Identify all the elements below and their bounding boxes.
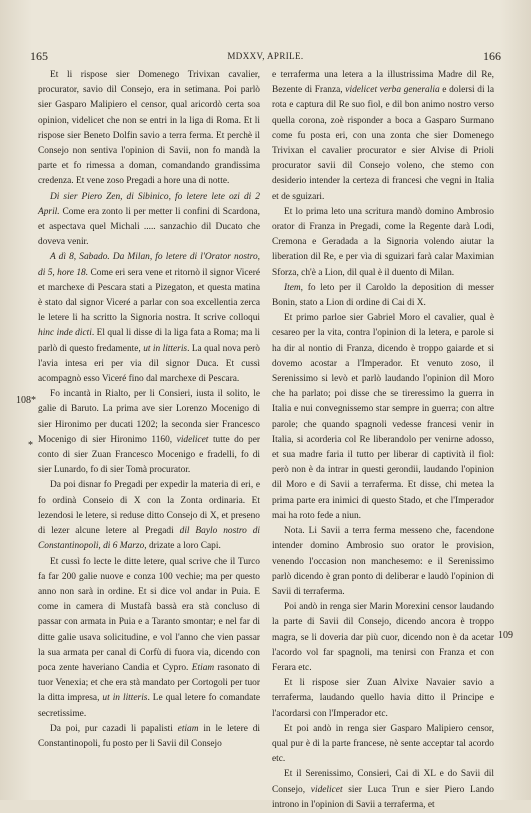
paragraph: Et li rispose sier Zuan Alvixe Navaier savio a terraferma, laudando quello havia ditto il Principe e l'acordarsi con l'Imperador etc. xyxy=(272,678,494,719)
page-number-left: 165 xyxy=(30,49,48,63)
paragraph: Et cussì fo lecte le ditte letere, qual scrive che il Turco fa far 200 galie nuove e conza 100 vechie; ma per questo anno non sarà in ordine. Et si dice vol andar in Puia. E come in camera di Mustafà bassà era stà concluso di passar con armata in Puia e a Taranto smontar; e nel far di ditte galie usava solicitudine, e vol l'anno che vien passar la sua armata per canal di Corfù di fuora via, dicendo con poca zente haveriano Candia et Cypro. Etiam rasonato di tuor Venexia; et che era stà mandato per Cortogoli per tuor la ditta impresa, ut in litteris. Le qual letere fo comandate secretissime. xyxy=(38,556,260,719)
running-title: MDXXV, APRILE. xyxy=(227,51,304,61)
paragraph: Et lo prima leto una scritura mandò domino Ambrosio orator di Franza in Pregadi, come la Regente darà Lodi, Cremona e Geradada a la Signoria volendo aiutar la liberation dil Re, e per vìa di sguizari farà calar Maximian Sforza, ch'è a Lion, dil qual è il duento di Milan. xyxy=(272,206,494,278)
paragraph: Et primo parloe sier Gabriel Moro el cavalier, qual è cesareo per la vita, contra l'opinion di la letera, e parole si ha dir al nontio di Franza, dicendo è troppo gaiarde et si dovemo acostar a l'Imperador. Et venuto zoso, il Serenissimo si levò et parlò laudando l'opinion dil Moro che ha parlato; poi disse che se tireressimo la guerra in Italia e nui convegnissemo star sempre in guerra; con altre parole; che quando spagnoli vedesse francesi venir in Italia, si acorderia col Re liberandolo per venirne adosso, et sua madre faria il tutto per liberar di captività il fiol: però non è da intrar in questi gerondii, laudando l'opinion dil Moro e di Savii a terraferma. Et disse, chi metea la prima parte era inimici di questo Stado, et che l'Imperador mai ha roto fede a niun. xyxy=(272,313,494,521)
right-column xyxy=(272,68,494,813)
paragraph: Da poi disnar fo Pregadi per expedir la materia di eri, e fo ordinà Conseio di X con la Zonta ordinaria. Et lezendosi le letere, si reduse ditto Consejo di X, et preseno di lezer alcune letere al Pregadi dil Baylo nostro di Constantinopoli, di 6 Marzo, drizate a loro Capi. xyxy=(38,480,261,552)
left-column xyxy=(38,68,260,752)
paragraph: A dì 8, Sabado. Da Milan, fo letere di l'Orator nostro, di 5, hore 18. Come eri sera vene et ritornò il signor Viceré et marchexe di Pescara stati a Pizegaton, et questa matina è stato dal signor Viceré a parlar con soa excellentia zerca le letere li ha scritto la Signoria nostra. It scrive colloqui hinc inde dicti. El qual li disse di la liga fata a Roma; ma li parlò di questo fredamente, ut in litteris. La qual nova però l'avia intesa eri per via dil signor Duca. Et cussì acompagnò esso Viceré fino dal marchexe di Pescara. xyxy=(38,252,260,385)
paragraph: Di sier Piero Zen, di Sibinico, fo letere lete ozi di 2 April. Come era zonto li per metter li confini di Scardona, et aspectava quel Michali ..... sanzachio dil Ducato che doveva venir. xyxy=(38,191,260,248)
paragraph: Nota. Li Savii a terra ferma messeno che, facendone intender domino Ambrosio suo orator le provision, venendo l'occasion non manchesemo: e il Serenissimo parlò dicendo è gran ponto di deliberar e laudò l'opinion di Savii di terraferma. xyxy=(272,526,494,597)
margin-note-left: 108* xyxy=(16,395,36,406)
margin-note-right: 109 xyxy=(498,630,513,641)
margin-note-star: * xyxy=(28,440,33,451)
paragraph: Et poi andò in renga sier Gasparo Malipiero censor, qual pur è di la parte francese, nè sente acceptar tal acordo etc. xyxy=(272,723,494,765)
paragraph: Item, fo leto per il Caroldo la deposition di messer Bonin, stato a Lion di ordine di Cai di X. xyxy=(272,282,494,309)
paragraph: e terraferma una letera a la illustrissima Madre dil Re, Bezente di Franza, videlicet verba generalia e dolersi di la rota e captura dil Re suo fiol, e dil bon animo nostro verso quella corona, zoè risponder a boca a Gasparo Surmano come fu posta eri, con una zonta che sier Domenego Trivixan el cavalier procurator e sier Alvise di Prioli procurator savii dil Consejo voleno, che stemo con desiderio intender la certeza di francesi che vegni in Italia et de sguizari. xyxy=(272,70,494,202)
page-header xyxy=(30,48,501,64)
paragraph: Fo incantà in Rialto, per li Consieri, iusta il solito, le galie di Baruto. La prima ave sier Lorenzo Mocenigo di sier Hironimo per ducati 1202; la seconda sier Francesco Mocenigo di sier Hironimo 1160, videlicet tutte do per conto di sier Zuan Francesco Mocenigo e fradelli, fo di sier Lunardo, fo di sier Tomà procurator. xyxy=(38,389,260,476)
page-number-right: 166 xyxy=(483,49,501,63)
paragraph: Et il Serenissimo, Consieri, Cai di XL e do Savii dil Consejo, videlicet sier Luca Trun e sier Piero Lando introno in l'opinion di Savii a terraferma, et xyxy=(272,769,494,810)
paragraph: Poi andò in renga sier Marin Morexini censor laudando la parte di Savii dil Consejo, dicendo ancora è troppo magra, se li doveria dar più cuor, dicendo non è da acetar l'acordo vol far spagnoli, ma tenirsi con Franza et con Ferara etc. xyxy=(272,602,494,673)
paragraph: Et li rispose sier Domenego Trivixan cavalier, procurator, savio dil Consejo, era in setimana. Poi parlò sier Gasparo Malipiero el censor, qual aricordò certa soa opinion, videlicet che non se entri in la liga di Roma. Et li rispose sier Beneto Dolfin savio a terra ferma. Et perchè il Consejo non sentiva l'opinion di Savii, non fo mandà la parte et fo rimessa a doman, comandando grandissima credenza. Et vene zoso Pregadi a hore una di notte. xyxy=(38,70,260,187)
paragraph: Da poi, pur cazadi li papalisti etiam in le letere di Constantinopoli, fu posto per li Savii dil Consejo xyxy=(38,723,260,749)
